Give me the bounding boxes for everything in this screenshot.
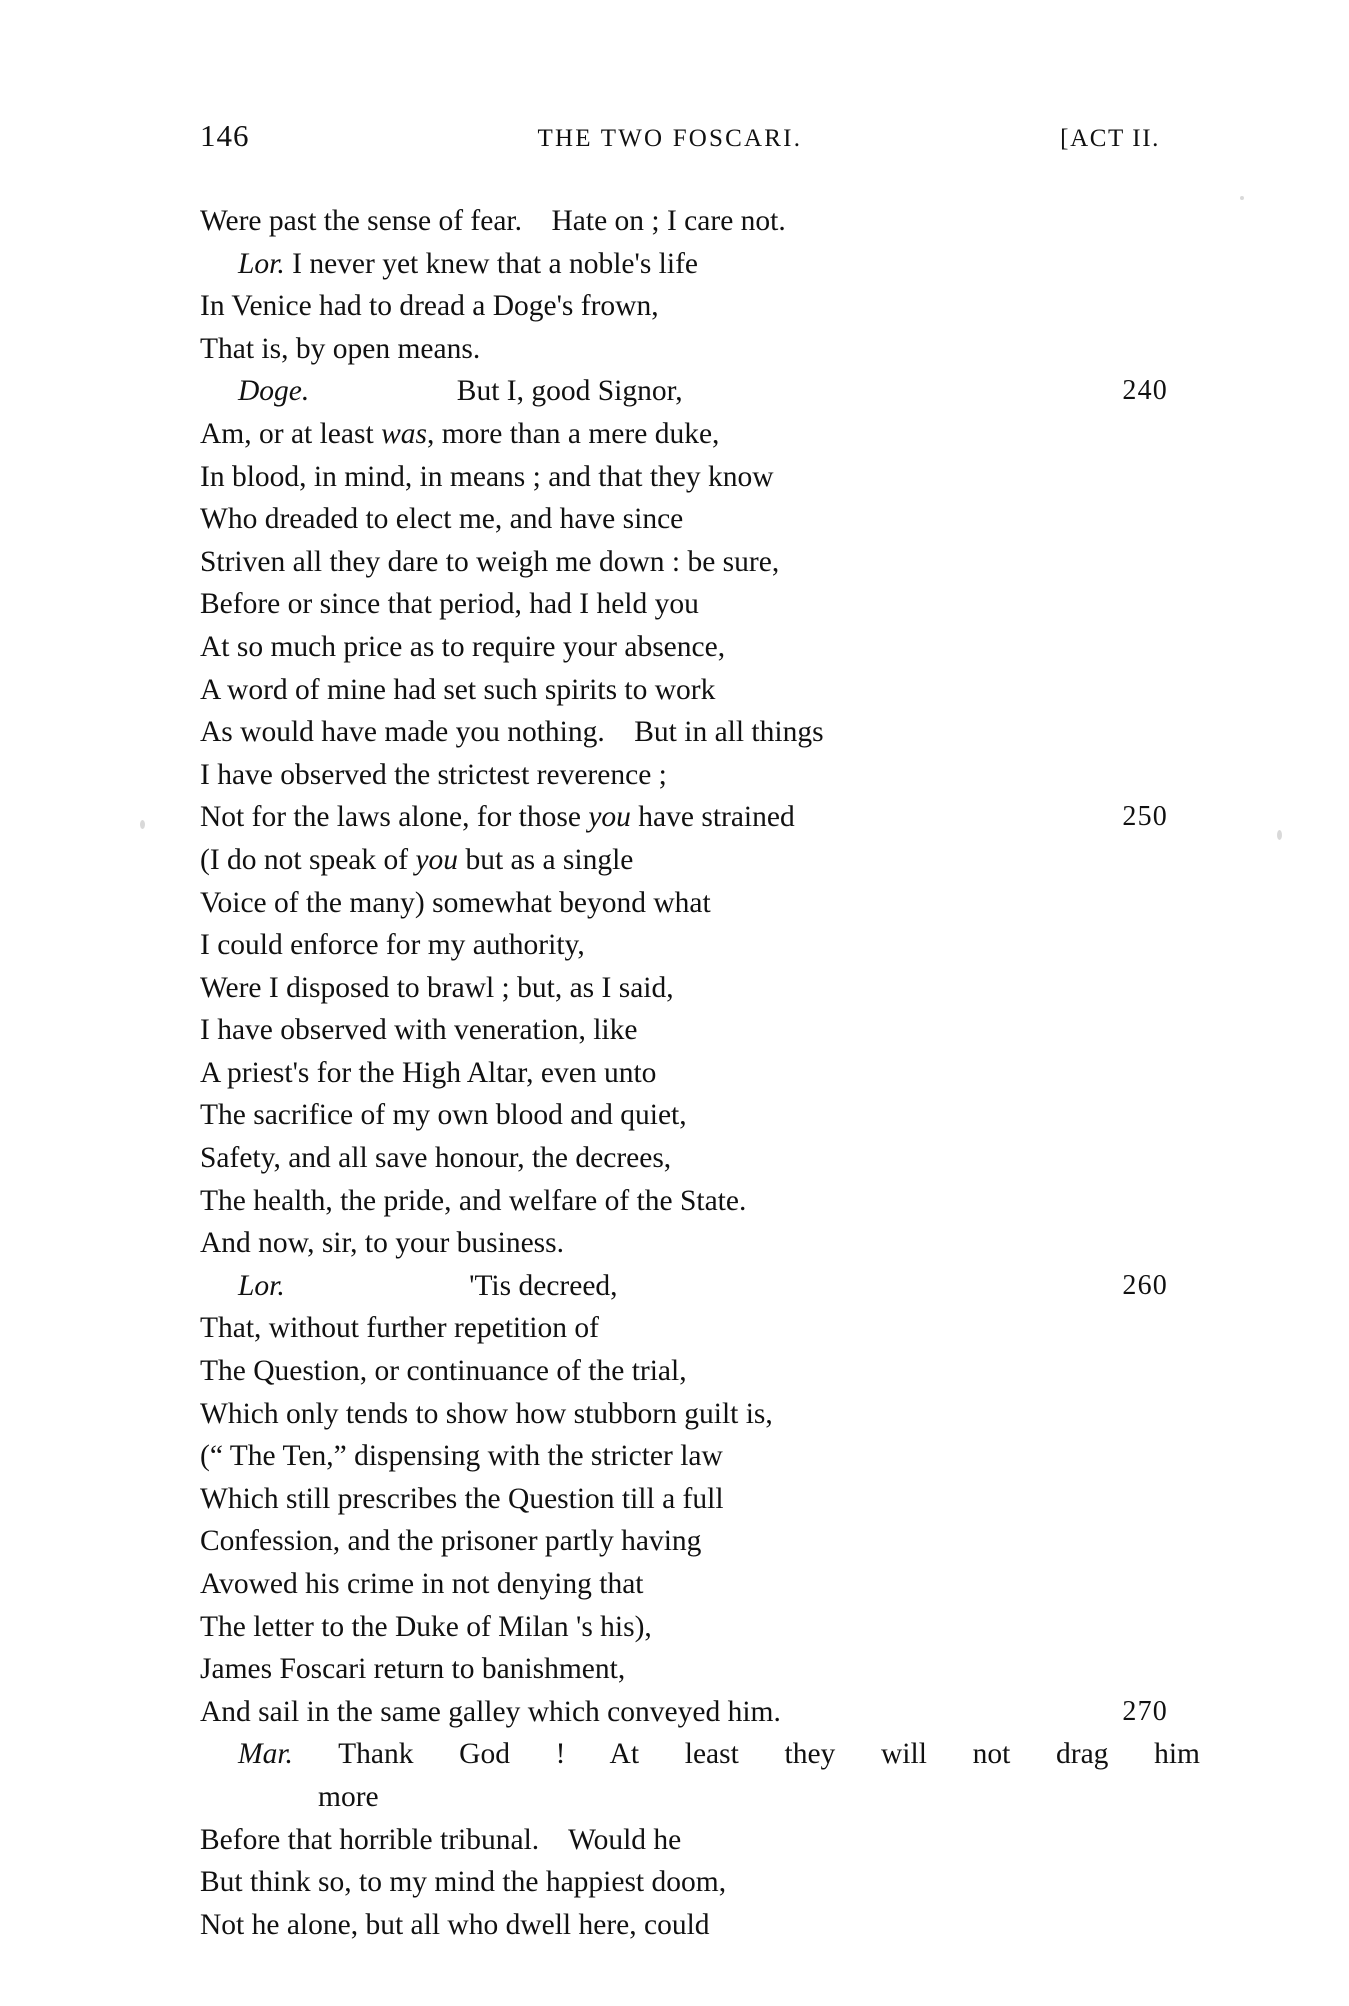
running-head — [200, 118, 1160, 152]
verse-line-text: James Foscari return to banishment, — [200, 1653, 626, 1686]
verse-line-text: Doge. But I, good Signor, — [238, 375, 683, 408]
verse-line — [200, 456, 1160, 499]
verse-line-text: Which still prescribes the Question till a full — [200, 1482, 724, 1515]
verse-line — [200, 924, 1160, 967]
verse-line — [200, 1691, 1168, 1734]
verse-line — [200, 626, 1160, 669]
verse-line-text: Safety, and all save honour, the decrees, — [200, 1142, 672, 1175]
verse-line — [200, 583, 1160, 626]
verse-line — [200, 967, 1160, 1010]
running-head-act: [ACT II. — [1060, 125, 1160, 152]
verse-line — [200, 1435, 1160, 1478]
verse-line-number: 260 — [1122, 1269, 1168, 1301]
verse-line — [200, 1180, 1160, 1223]
verse-line — [200, 1393, 1160, 1436]
verse-line — [200, 1776, 1160, 1819]
verse-line — [200, 1819, 1160, 1862]
verse-line — [200, 1094, 1160, 1137]
verse-line-text: Who dreaded to elect me, and have since — [200, 503, 684, 536]
verse-line — [200, 1137, 1160, 1180]
verse-line-text: Striven all they dare to weigh me down : be sure, — [200, 545, 780, 578]
verse-line-text: Lor. I never yet knew that a noble's life — [238, 247, 698, 280]
verse-line — [200, 1563, 1160, 1606]
speaker-label: Mar. — [238, 1738, 293, 1771]
verse-line-text: Which only tends to show how stubborn guilt is, — [200, 1397, 773, 1430]
verse-line — [200, 796, 1168, 839]
verse-line-text: Confession, and the prisoner partly having — [200, 1525, 702, 1558]
verse-line-text: As would have made you nothing. But in all things — [200, 716, 824, 749]
verse-line — [200, 1606, 1160, 1649]
emphasis-word: you — [588, 801, 631, 834]
verse-line — [200, 413, 1160, 456]
verse-line-text: Voice of the many) somewhat beyond what — [200, 886, 711, 919]
verse-line — [200, 1520, 1160, 1563]
verse-line-text: The letter to the Duke of Milan 's his), — [200, 1610, 652, 1643]
verse-line-text: Before that horrible tribunal. Would he — [200, 1823, 682, 1856]
scan-speck — [140, 820, 145, 829]
speaker-label: Lor. — [238, 247, 285, 280]
verse-line-text: At so much price as to require your absence, — [200, 630, 726, 663]
verse-line — [200, 370, 1168, 413]
verse-line-number: 240 — [1122, 375, 1168, 407]
verse-line — [200, 1904, 1160, 1947]
scan-speck — [1277, 830, 1282, 840]
verse-line — [200, 1052, 1160, 1095]
verse-line — [200, 243, 1160, 286]
verse-line — [200, 200, 1160, 243]
verse-line — [200, 711, 1160, 754]
verse-line-text: Were I disposed to brawl ; but, as I said, — [200, 971, 674, 1004]
running-head-title: THE TWO FOSCARI. — [537, 125, 803, 152]
verse-line-text: more — [318, 1780, 379, 1813]
verse-line-number: 250 — [1122, 801, 1168, 833]
verse-line — [200, 1861, 1160, 1904]
verse-line — [200, 1478, 1160, 1521]
page-folio-number: 146 — [200, 118, 250, 153]
verse-line-text: I have observed with veneration, like — [200, 1014, 638, 1047]
verse-line-text: (I do not speak of you but as a single — [200, 843, 634, 876]
verse-line — [200, 498, 1160, 541]
verse-block — [200, 200, 1200, 1946]
verse-line-text: A word of mine had set such spirits to work — [200, 673, 716, 706]
verse-line-text: (“ The Ten,” dispensing with the stricter law — [200, 1440, 723, 1473]
verse-line-number: 270 — [1122, 1695, 1168, 1727]
verse-line-text: Mar. Thank God ! At least they will not drag him — [238, 1738, 1200, 1771]
verse-line — [200, 1009, 1160, 1052]
verse-line-text: That, without further repetition of — [200, 1312, 599, 1345]
verse-line-text: Avowed his crime in not denying that — [200, 1568, 644, 1600]
verse-line-text: In blood, in mind, in means ; and that they know — [200, 460, 774, 493]
verse-line-text: The health, the pride, and welfare of the State. — [200, 1184, 747, 1217]
verse-line-text: Before or since that period, had I held you — [200, 588, 699, 621]
verse-line — [200, 1648, 1160, 1691]
verse-line-text: But think so, to my mind the happiest doom, — [200, 1866, 727, 1899]
verse-line-text: Not for the laws alone, for those you have strained — [200, 801, 795, 834]
verse-line-text: I could enforce for my authority, — [200, 929, 585, 962]
verse-line — [200, 669, 1160, 712]
emphasis-word: you — [415, 843, 459, 876]
verse-line-text: Am, or at least was, more than a mere duke, — [200, 417, 720, 450]
verse-line-text: And sail in the same galley which conveyed him. — [200, 1695, 781, 1728]
verse-line-text: The sacrifice of my own blood and quiet, — [200, 1099, 687, 1132]
verse-line-text: Not he alone, but all who dwell here, could — [200, 1908, 710, 1941]
verse-line-text: The Question, or continuance of the trial, — [200, 1355, 687, 1388]
verse-line — [200, 1222, 1160, 1265]
verse-line — [200, 1265, 1168, 1308]
verse-line-text: I have observed the strictest reverence ; — [200, 758, 667, 791]
verse-line — [200, 882, 1160, 925]
verse-line-text: A priest's for the High Altar, even unto — [200, 1056, 657, 1089]
verse-line-text: In Venice had to dread a Doge's frown, — [200, 290, 659, 323]
scan-speck — [1240, 196, 1244, 200]
verse-line — [200, 754, 1160, 797]
verse-line — [200, 1733, 1200, 1776]
verse-line — [200, 541, 1160, 584]
verse-line — [200, 328, 1160, 371]
verse-line-text: And now, sir, to your business. — [200, 1227, 565, 1260]
verse-line — [200, 1350, 1160, 1393]
verse-line — [200, 285, 1160, 328]
verse-line-text: Were past the sense of fear. Hate on ; I care not. — [200, 205, 786, 237]
verse-line — [200, 839, 1160, 882]
verse-line-text: That is, by open means. — [200, 332, 481, 365]
speaker-label: Lor. — [238, 1269, 285, 1302]
emphasis-word: was — [381, 417, 427, 450]
verse-line-text: Lor. 'Tis decreed, — [238, 1269, 618, 1302]
speaker-label: Doge. — [238, 375, 310, 408]
verse-line — [200, 1307, 1160, 1350]
